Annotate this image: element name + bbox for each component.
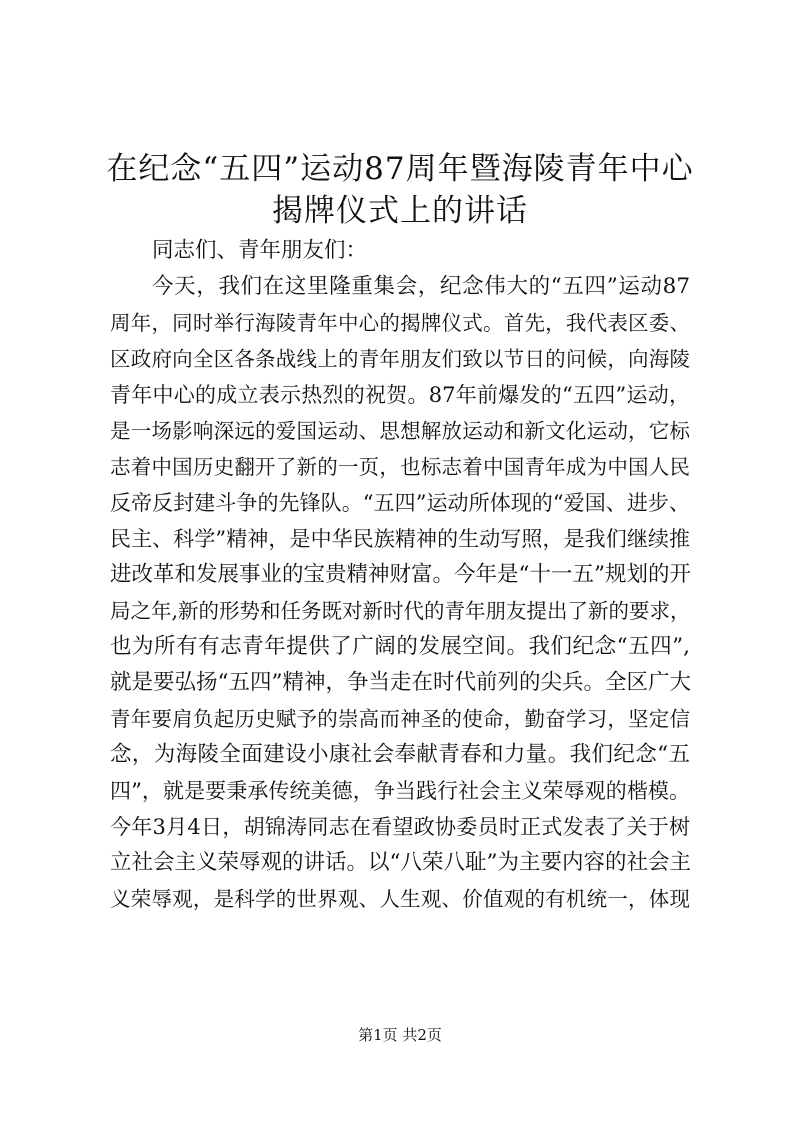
body-line: 今年3月4日，胡锦涛同志在看望政协委员时正式发表了关于树 [110, 815, 690, 839]
body-line: 就是要弘扬“五四”精神，争当走在时代前列的尖兵。全区广大 [110, 670, 691, 695]
body-line: 四”，就是要秉承传统美德，争当践行社会主义荣辱观的楷模。 [110, 779, 690, 803]
body-line: 也为所有有志青年提供了广阔的发展空间。我们纪念“五四”, [110, 634, 690, 659]
body-line: 青年要肩负起历史赋予的崇高而神圣的使命，勤奋学习，坚定信 [110, 707, 690, 731]
body-line: 局之年,新的形势和任务既对新时代的青年朋友提出了新的要求， [110, 599, 691, 623]
body-line: 立社会主义荣辱观的讲话。以“八荣八耻”为主要内容的社会主 [110, 850, 691, 875]
body-line: 今天，我们在这里隆重集会，纪念伟大的“五四”运动87 [152, 274, 690, 299]
body-line: 是一场影响深远的爱国运动、思想解放运动和新文化运动，它标 [110, 419, 690, 443]
body-line: 周年，同时举行海陵青年中心的揭牌仪式。首先，我代表区委、 [110, 311, 690, 335]
body-line: 志着中国历史翻开了新的一页，也标志着中国青年成为中国人民 [110, 455, 690, 479]
title-line-2: 揭牌仪式上的讲话 [272, 193, 528, 229]
body-line: 区政府向全区各条战线上的青年朋友们致以节日的问候，向海陵 [110, 347, 690, 371]
body-line: 义荣辱观，是科学的世界观、人生观、价值观的有机统一，体现 [110, 887, 690, 911]
body-line: 青年中心的成立表示热烈的祝贺。87年前爆发的“五四”运动， [110, 383, 690, 407]
body-line: 进改革和发展事业的宝贵精神财富。今年是“十一五”规划的开 [110, 562, 691, 587]
salutation: 同志们、青年朋友们： [152, 238, 368, 263]
body-line: 民主、科学”精神，是中华民族精神的生动写照，是我们继续推 [110, 527, 690, 551]
body-line: 念，为海陵全面建设小康社会奉献青春和力量。我们纪念“五 [110, 742, 690, 767]
page-number-footer: 第1页 共2页 [358, 1026, 442, 1044]
title-line-1: 在纪念“五四”运动87周年暨海陵青年中心 [106, 151, 694, 187]
body-line: 反帝反封建斗争的先锋队。“五四”运动所体现的“爱国、进步、 [110, 491, 690, 515]
